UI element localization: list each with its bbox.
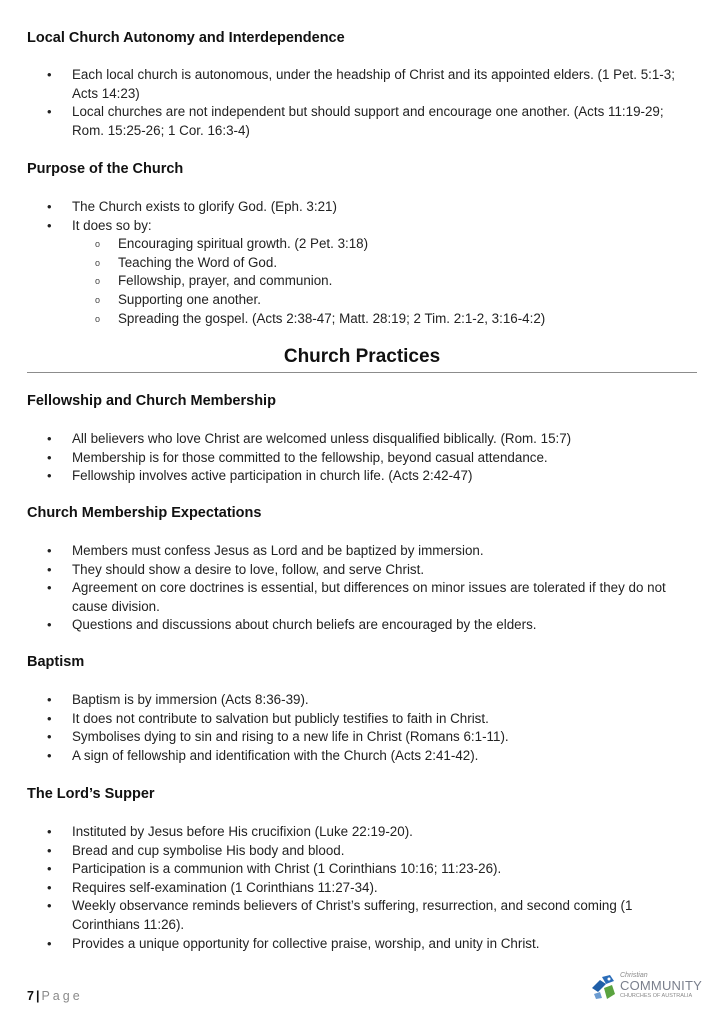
- heading-purpose-of-church: Purpose of the Church: [27, 161, 184, 177]
- list-item: [27, 879, 697, 898]
- sublist-item: [27, 310, 697, 329]
- list-item: [27, 217, 697, 329]
- list-item: [27, 579, 697, 616]
- bullet-icon: •: [47, 692, 52, 707]
- page-label: Page: [41, 989, 83, 1003]
- list-item-text: Bread and cup symbolise His body and blood.: [72, 842, 345, 858]
- list-item-text: Members must confess Jesus as Lord and be baptized by immersion.: [72, 543, 484, 558]
- list-item: [27, 103, 697, 140]
- heading-fellowship-membership: Fellowship and Church Membership: [27, 393, 276, 409]
- sublist-item-text: Fellowship, prayer, and communion.: [118, 273, 333, 289]
- sublist-item-text: Encouraging spiritual growth. (2 Pet. 3:18): [118, 236, 369, 252]
- sublist-item: [27, 235, 697, 254]
- purpose-list: [27, 198, 697, 328]
- heading-membership-expectations: Church Membership Expectations: [27, 505, 262, 521]
- list-item-text: Instituted by Jesus before His crucifixion (Luke 22:19-20).: [72, 824, 413, 839]
- list-item-text: The Church exists to glorify God. (Eph. 3:21): [72, 199, 337, 214]
- bullet-icon: •: [47, 879, 52, 895]
- sublist-item: [27, 254, 697, 273]
- heading-lords-supper: The Lord’s Supper: [27, 786, 155, 802]
- bullet-icon: •: [47, 468, 52, 484]
- list-item-text: A sign of fellowship and identification with the Church (Acts 2:41-42).: [72, 747, 479, 763]
- logo-text-community: COMMUNITY: [620, 978, 702, 993]
- list-item-text: Questions and discussions about church beliefs are encouraged by the elders.: [72, 617, 537, 633]
- list-item: [27, 728, 697, 747]
- list-item-text: Participation is a communion with Christ (1 Corinthians 10:16; 11:23-26).: [72, 861, 502, 877]
- bullet-icon: •: [47, 710, 52, 726]
- section-divider: [27, 372, 697, 373]
- purpose-sublist: [72, 235, 697, 328]
- list-item: [27, 747, 697, 766]
- sublist-item-text: Spreading the gospel. (Acts 2:38-47; Matt. 28:19; 2 Tim. 2:1-2, 3:16-4:2): [118, 310, 546, 326]
- bullet-icon: •: [47, 449, 52, 465]
- bullet-icon: •: [47, 104, 52, 120]
- bullet-icon: •: [47, 431, 52, 446]
- bullet-icon: •: [47, 824, 52, 839]
- sublist-item-text: Supporting one another.: [118, 291, 261, 307]
- list-item: [27, 616, 697, 635]
- bullet-icon: •: [47, 861, 52, 877]
- list-item: [27, 542, 697, 561]
- fellowship-list: [27, 430, 697, 486]
- list-item: [27, 897, 697, 934]
- list-item: [27, 467, 697, 486]
- page-separator: |: [35, 989, 40, 1003]
- logo-text-christian: Christian: [620, 972, 648, 979]
- logo-mark-icon: [590, 972, 620, 1006]
- circle-bullet-icon: o: [95, 257, 101, 268]
- list-item: [27, 935, 697, 954]
- list-item-text: Requires self-examination (1 Corinthians 11:27-34).: [72, 879, 378, 895]
- list-item-text: Symbolises dying to sin and rising to a new life in Christ (Romans 6:1-11).: [72, 729, 509, 745]
- expectations-list: [27, 542, 697, 635]
- page-footer: [27, 989, 83, 1003]
- bullet-icon: •: [47, 199, 52, 214]
- circle-bullet-icon: o: [95, 276, 101, 287]
- list-item-text: All believers who love Christ are welcomed unless disqualified biblically. (Rom. 15:7): [72, 431, 572, 446]
- list-item: [27, 710, 697, 729]
- list-item: [27, 198, 697, 217]
- bullet-icon: •: [47, 935, 52, 951]
- bullet-icon: •: [47, 898, 52, 914]
- list-item-text: They should show a desire to love, follow, and serve Christ.: [72, 561, 425, 577]
- baptism-list: [27, 691, 697, 765]
- bullet-icon: •: [47, 580, 52, 596]
- circle-bullet-icon: o: [95, 313, 101, 324]
- list-item-text: Baptism is by immersion (Acts 8:36-39).: [72, 692, 309, 707]
- bullet-icon: •: [47, 729, 52, 745]
- heading-baptism: Baptism: [27, 654, 85, 670]
- bullet-icon: •: [47, 617, 52, 633]
- section-title-church-practices: Church Practices: [283, 346, 441, 367]
- bullet-icon: •: [47, 217, 52, 233]
- list-item-text: It does not contribute to salvation but publicly testifies to faith in Christ.: [72, 710, 489, 726]
- list-item: [27, 842, 697, 861]
- list-item: [27, 823, 697, 842]
- logo-text-churches: CHURCHES OF AUSTRALIA: [620, 993, 693, 999]
- autonomy-list: [27, 66, 697, 140]
- list-item-text: Each local church is autonomous, under the headship of Christ and its appointed elders. (1 Pet. 5:1-3; Acts 14:23): [72, 67, 675, 101]
- bullet-icon: •: [47, 842, 52, 858]
- list-item: [27, 430, 697, 449]
- list-item-text: Membership is for those committed to the fellowship, beyond casual attendance.: [72, 449, 548, 465]
- bullet-icon: •: [47, 543, 52, 558]
- bullet-icon: •: [47, 747, 52, 763]
- list-item: [27, 561, 697, 580]
- list-item-text: Agreement on core doctrines is essential, but differences on minor issues are tolerated if they do not cause division.: [72, 580, 666, 614]
- list-item: [27, 66, 697, 103]
- organization-logo: [590, 972, 710, 1006]
- heading-local-church-autonomy: Local Church Autonomy and Interdependence: [27, 30, 345, 46]
- bullet-icon: •: [47, 561, 52, 577]
- list-item: [27, 449, 697, 468]
- list-item: [27, 860, 697, 879]
- list-item-text: Weekly observance reminds believers of Christ’s suffering, resurrection, and second coming (1 Corinthians 11:26).: [72, 898, 633, 932]
- lords-supper-list: [27, 823, 697, 953]
- list-item-text: Local churches are not independent but should support and encourage one another. (Acts 11:19-29; Rom. 15:25-26; 1 Cor. 16:3-4): [72, 104, 664, 138]
- bullet-icon: •: [47, 67, 52, 82]
- list-item: [27, 691, 697, 710]
- page-number: 7: [27, 989, 34, 1003]
- circle-bullet-icon: o: [95, 294, 101, 305]
- sublist-item: [27, 272, 697, 291]
- list-item-text: It does so by:: [72, 217, 152, 233]
- sublist-item-text: Teaching the Word of God.: [118, 254, 278, 270]
- list-item-text: Fellowship involves active participation in church life. (Acts 2:42-47): [72, 468, 473, 484]
- list-item-text: Provides a unique opportunity for collective praise, worship, and unity in Christ.: [72, 935, 540, 951]
- circle-bullet-icon: o: [95, 239, 101, 250]
- sublist-item: [27, 291, 697, 310]
